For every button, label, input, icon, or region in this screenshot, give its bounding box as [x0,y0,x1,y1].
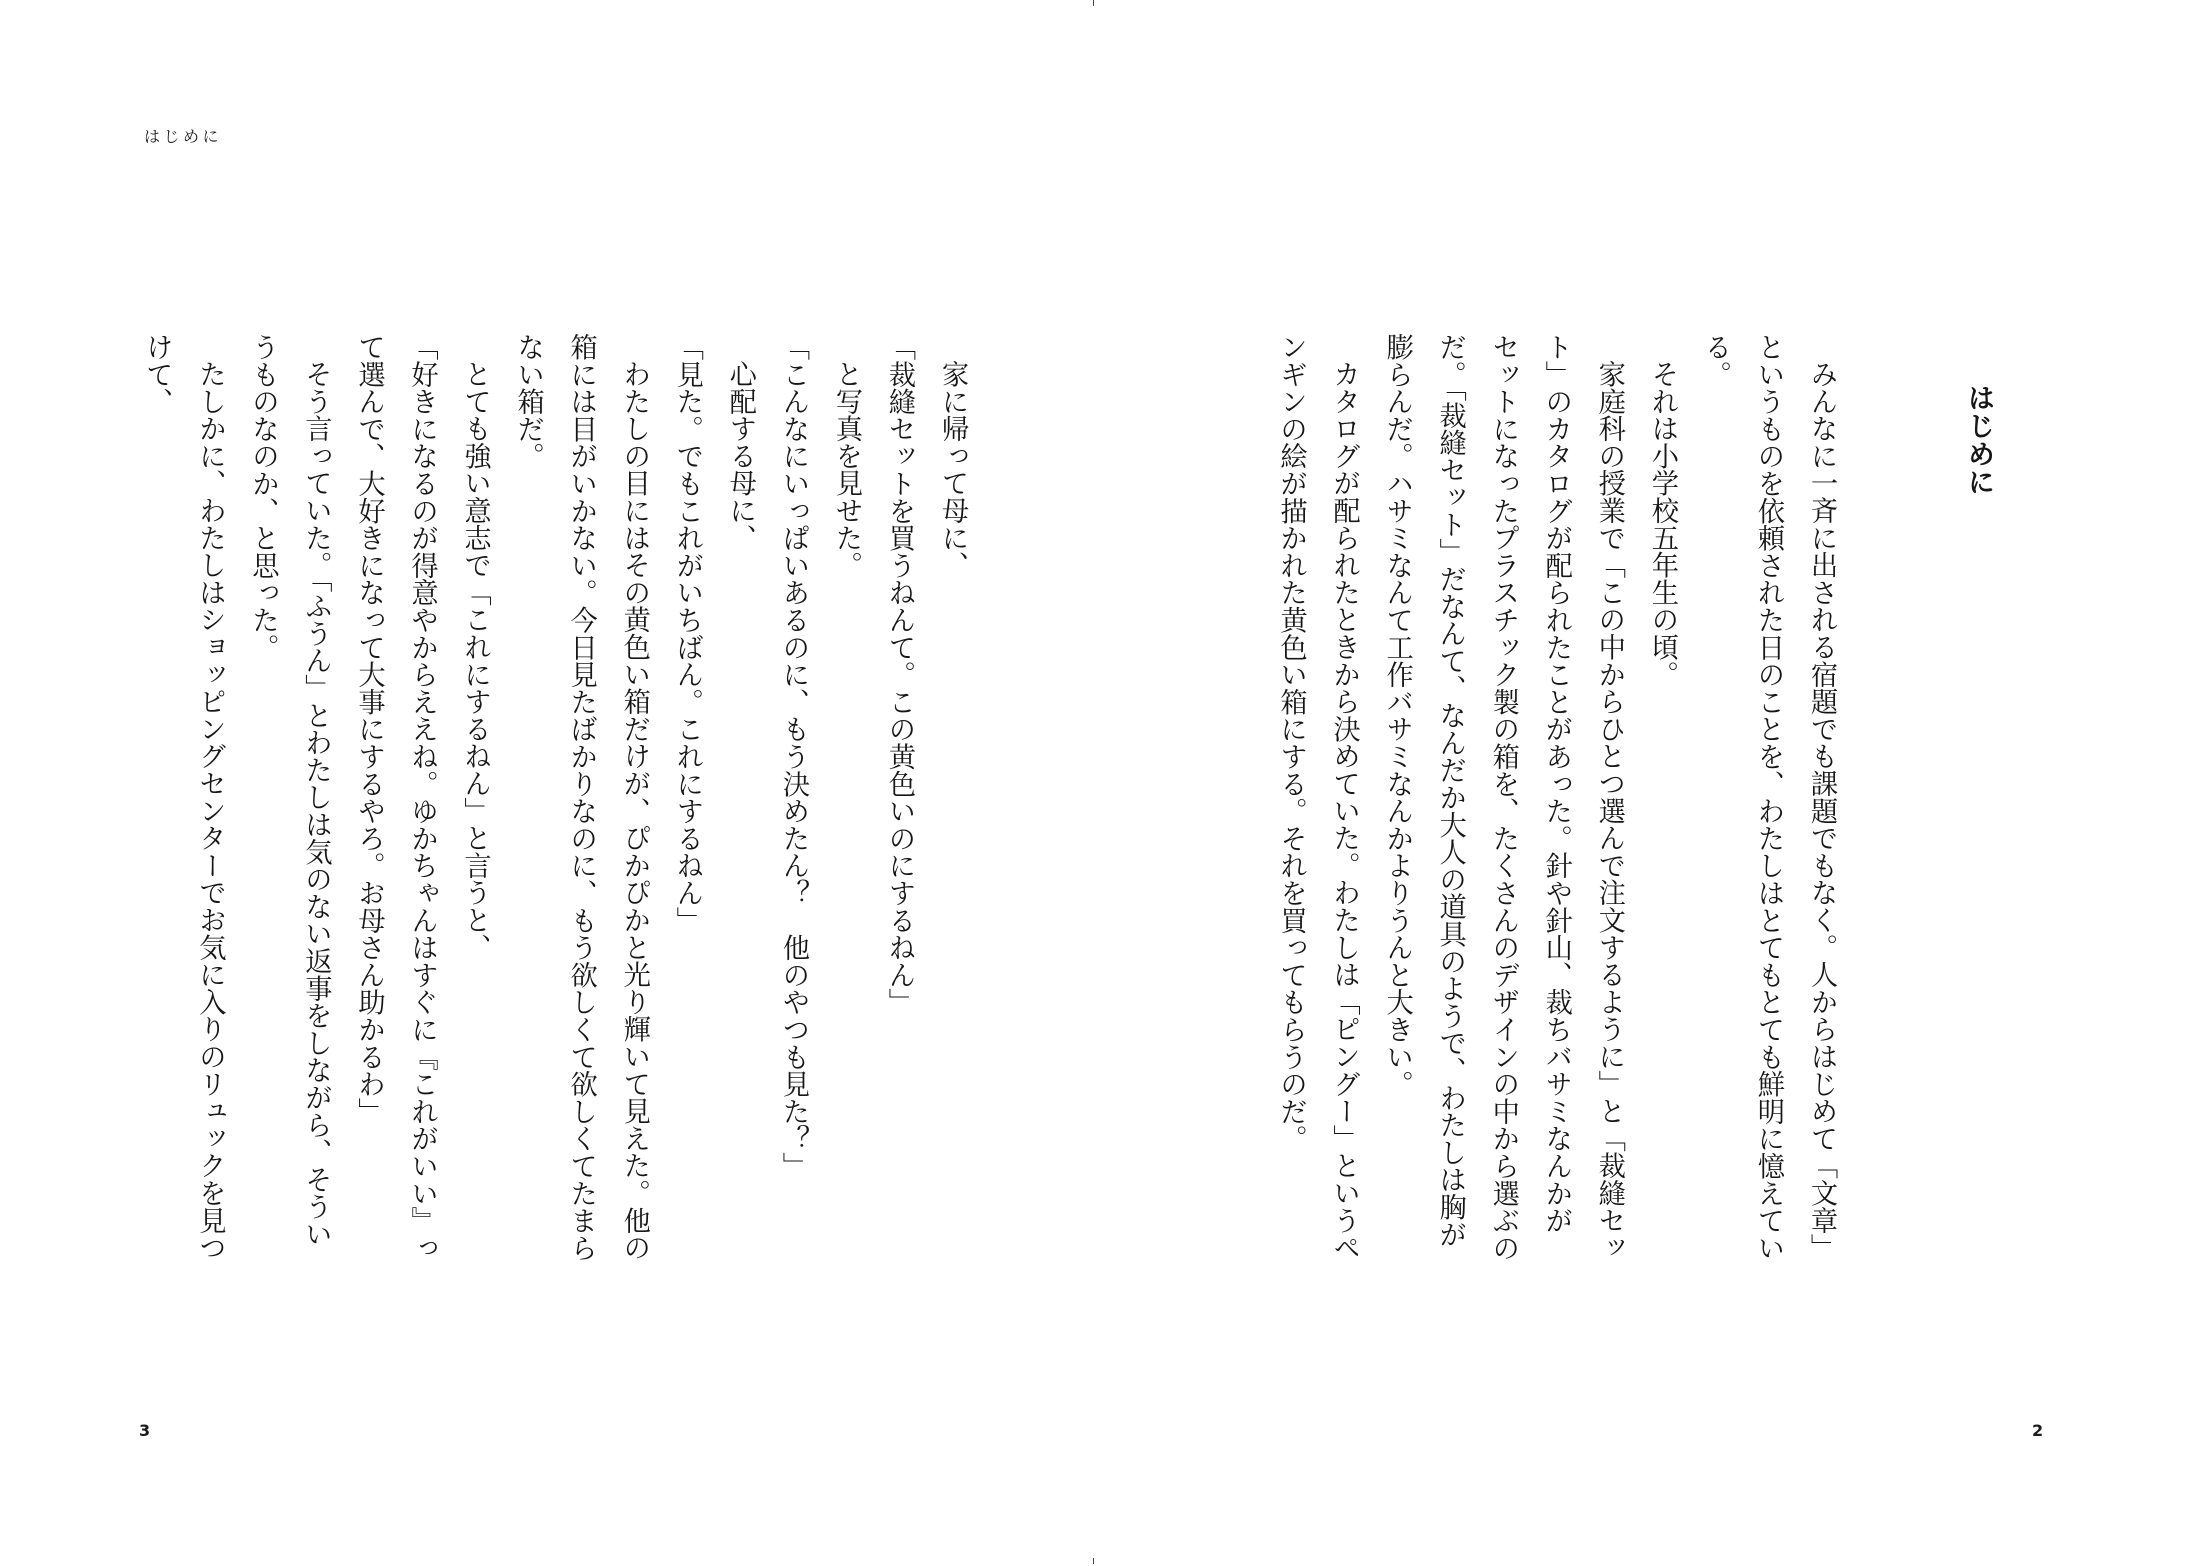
page-right [1093,0,2186,1566]
text-column: 箱には目がいかない。今日見たばかりなのに、もう欲しくて欲しくてたまら [565,333,597,1262]
text-column: 「裁縫セットを買うねんて。この黄色いのにするねん」 [883,333,915,1016]
text-column: とても強い意志で「これにするねん」と言うと、 [459,360,491,961]
body-text-right [1264,333,1848,1273]
text-column: だ。「裁縫セット」だなんて、なんだか大人の道具のようで、わたしは胸が [1434,333,1466,1248]
text-column: 「見た。でもこれがいちばん。これにするねん」 [671,333,703,934]
text-column: 「好きになるのが得意やからええね。ゆかちゃんはすぐに『これがいい』っ [406,333,438,1262]
text-column: と写真を見せた。 [830,360,862,579]
text-column: 家庭科の授業で「この中からひとつ選んで注文するように」と「裁縫セッ [1593,360,1625,1262]
chapter-title: はじめに [1963,384,1994,496]
text-column: わたしの目にはその黄色い箱だけが、ぴかぴかと光り輝いて見えた。他の [618,360,650,1262]
text-column: たしかに、わたしはショッピングセンターでお気に入りのリュックを見つ [194,360,226,1262]
page-number: 2 [2032,1421,2044,1440]
text-column: る。 [1699,333,1731,388]
text-column: ンギンの絵が描かれた黄色い箱にする。それを買ってもらうのだ。 [1275,333,1307,1152]
text-column: 「こんなにいっぱいあるのに、もう決めたん？ 他のやつも見た？」 [777,333,809,1180]
body-text-left [130,333,979,1273]
running-head: はじめに [144,127,223,146]
text-column: 家に帰って母に、 [937,360,968,579]
text-column: というものを依頼された日のことを、わたしはとてもとても鮮明に憶えてい [1752,333,1784,1262]
text-column: カタログが配られたときから決めていた。わたしは「ピングー」というペ [1328,360,1360,1262]
text-column: 膨らんだ。ハサミなんて工作バサミなんかよりうんと大きい。 [1381,333,1413,1098]
text-column: そう言っていた。「ふうん」とわたしは気のない返事をしながら、そうい [300,360,332,1248]
text-column: ない箱だ。 [512,333,544,470]
text-column: けて、 [141,333,173,415]
text-column: みんなに一斉に出される宿題でも課題でもなく。人からはじめて「文章」 [1806,360,1837,1262]
text-column: それは小学校五年生の頃。 [1646,360,1678,688]
text-column: 心配する母に、 [724,360,756,552]
text-column: うものなのか、と思った。 [247,333,279,661]
page-number: 3 [139,1421,151,1440]
text-column: ト」のカタログが配られたことがあった。針や針山、裁ちバサミなんかが [1540,333,1572,1234]
text-column: て選んで、大好きになって大事にするやろ。お母さん助かるわ」 [353,333,385,1125]
text-column: セットになったプラスチック製の箱を、たくさんのデザインの中から選ぶの [1487,333,1519,1262]
